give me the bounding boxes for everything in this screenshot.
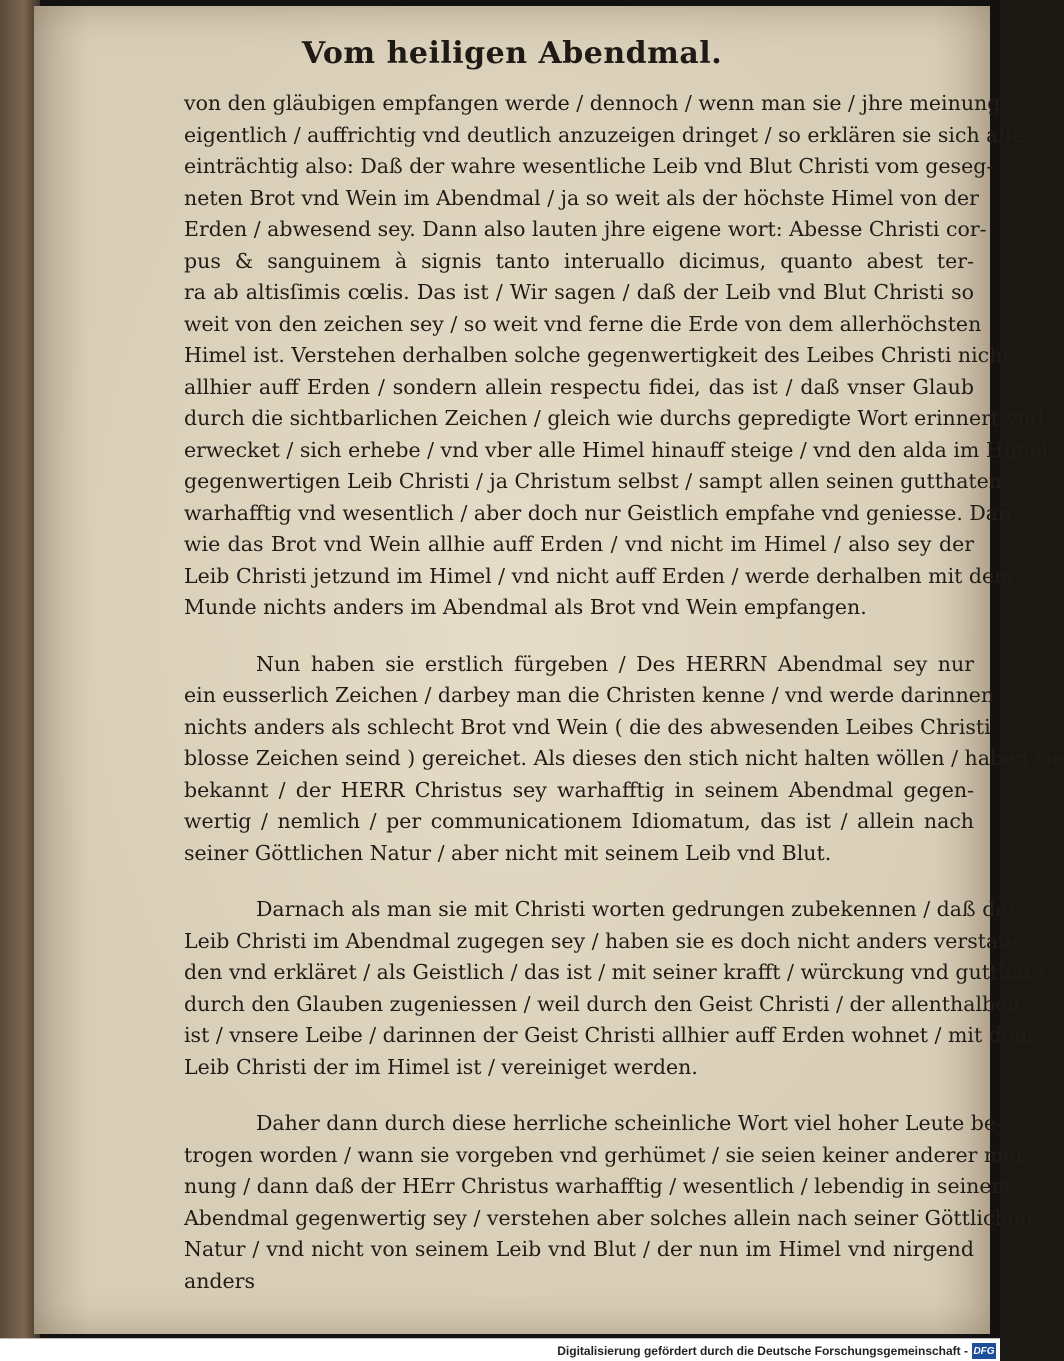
text-line: gegenwertigen Leib Christi / ja Christum selbst / sampt allen seinen gutthaten	[184, 469, 1002, 493]
text-line: trogen worden / wann sie vorgeben vnd gerhümet / sie seien keiner anderer mei-	[184, 1142, 1029, 1167]
text-line: allhier auff Erden / sondern allein respectu fidei, das ist / daß vnser Glaub	[184, 374, 974, 399]
paragraph-gap	[184, 624, 974, 649]
running-head: Vom heiligen Abendmal.	[301, 36, 723, 71]
text-line: Natur / vnd nicht von seinem Leib vnd Blut / der nun im Himel vnd nirgend	[184, 1237, 974, 1261]
text-line: nung / dann daß der HErr Christus warhafftig / wesentlich / lebendig in seinem	[184, 1174, 1011, 1198]
text-line: bekannt / der HERR Christus sey warhafftig in seinem Abendmal gegen-	[184, 777, 974, 802]
text-line: durch die sichtbarlichen Zeichen / gleich wie durchs gepredigte Wort erinnert vnd	[184, 406, 1044, 430]
text-line: Erden / abwesend sey. Dann also lauten jhre eigene wort: Abesse Christi cor-	[184, 217, 987, 241]
paragraph	[184, 88, 1049, 624]
text-line: Abendmal gegenwertig sey / verstehen aber solches allein nach seiner Göttlichen	[184, 1205, 1033, 1230]
text-line: warhafftig vnd wesentlich / aber doch nur Geistlich empfahe vnd geniesse. Dañ	[184, 500, 1012, 525]
text-line: blosse Zeichen seind ) gereichet. Als dieses den stich nicht halten wöllen / haben sie	[184, 746, 1064, 770]
text-line: Leib Christi jetzund im Himel / vnd nicht auff Erden / werde derhalben mit dem	[184, 563, 1014, 588]
document-page	[34, 6, 1064, 1334]
text-line: weit von den zeichen sey / so weit vnd ferne die Erde von dem allerhöchsten	[184, 311, 982, 336]
text-line: durch den Glauben zugeniessen / weil durch den Geist Christi / der allenthalben	[184, 991, 1021, 1016]
text-line: Himel ist. Verstehen derhalben solche gegenwertigkeit des Leibes Christi nicht	[184, 343, 1011, 367]
footer-bar	[0, 1338, 1000, 1361]
text-line: Munde nichts anders im Abendmal als Brot vnd Wein empfangen.	[184, 595, 867, 619]
text-line: einträchtig also: Daß der wahre wesentliche Leib vnd Blut Christi vom geseg-	[184, 154, 994, 178]
text-line: Leib Christi im Abendmal zugegen sey / haben sie es doch nicht anders verstan-	[184, 928, 1019, 953]
funding-credit: Digitalisierung gefördert durch die Deutsche Forschungsgemeinschaft -	[557, 1344, 968, 1358]
text-line: den vnd erkläret / als Geistlich / das ist / mit seiner krafft / würckung vnd gutthat /	[184, 960, 1046, 984]
dfg-logo-icon: DFG	[972, 1343, 996, 1359]
text-line: Leib Christi der im Himel ist / vereiniget werden.	[184, 1054, 698, 1079]
text-line: von den gläubigen empfangen werde / dennoch / wenn man sie / jhre meinung	[184, 91, 1001, 115]
paragraph	[184, 1108, 1033, 1266]
paragraph	[184, 649, 1064, 870]
text-line: seiner Göttlichen Natur / aber nicht mit seinem Leib vnd Blut.	[184, 840, 832, 865]
text-line: nichts anders als schlecht Brot vnd Wein ( die des abwesenden Leibes Christi	[184, 714, 991, 739]
text-line: Nun haben sie erstlich fürgeben / Des HERRN Abendmal sey nur	[256, 651, 974, 676]
text-line: Daher dann durch diese herrliche scheinliche Wort viel hoher Leute be-	[256, 1111, 1003, 1135]
paragraph	[184, 894, 1046, 1083]
body-text	[184, 88, 1064, 1297]
text-line: ein eusserlich Zeichen / darbey man die Christen kenne / vnd werde darinnen	[184, 683, 995, 707]
text-line: ist / vnsere Leibe / darinnen der Geist Christi allhier auff Erden wohnet / mit dem	[184, 1023, 1034, 1047]
text-line: neten Brot vnd Wein im Abendmal / ja so weit als der höchste Himel von der	[184, 185, 979, 210]
catchword: anders	[184, 1268, 255, 1293]
paragraph-gap	[184, 869, 974, 894]
paragraph-gap	[184, 1083, 974, 1108]
text-line: erwecket / sich erhebe / vnd vber alle Himel hinauff steige / vnd den alda im Himel	[184, 437, 1049, 462]
text-line: pus & sanguinem à signis tanto interuallo dicimus, quanto abest ter-	[184, 248, 974, 273]
text-line: wie das Brot vnd Wein allhie auff Erden / vnd nicht im Himel / also sey der	[184, 532, 974, 556]
text-line: wertig / nemlich / per communicationem Idiomatum, das ist / allein nach	[184, 809, 974, 833]
text-line: ra ab altisſimis cœlis. Das ist / Wir sagen / daß der Leib vnd Blut Christi so	[184, 280, 974, 304]
text-line: eigentlich / auffrichtig vnd deutlich anzuzeigen dringet / so erklären sie sich alle	[184, 122, 1024, 147]
text-line: Darnach als man sie mit Christi worten gedrungen zubekennen / daß der	[256, 897, 1018, 921]
